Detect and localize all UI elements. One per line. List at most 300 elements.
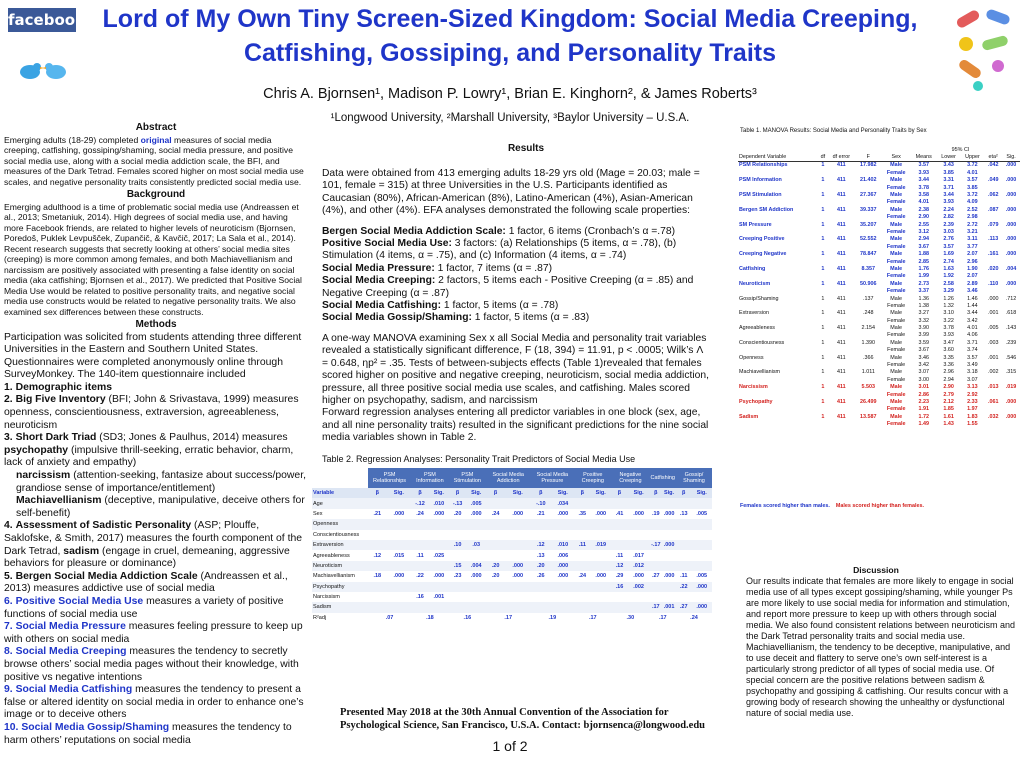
table-cell: .034 [551,498,574,508]
table-cell: Openness [739,354,764,361]
table-cell: Catfishing [739,265,766,272]
table-header [855,146,881,153]
table-cell: .17 [588,614,597,621]
table-cell: Female [886,273,906,280]
pills-icon [948,4,1020,96]
table-header [818,146,827,153]
table-header: PSM Stimulation [449,468,486,488]
table-cell [551,582,574,592]
table-row [738,361,1020,368]
table-cell [387,602,412,612]
table-cell: 3.35 [943,354,954,361]
table-cell [855,420,881,427]
table-cell: .000 [393,510,405,517]
table-cell: Female [887,302,906,309]
table-header: Negative Creeping [611,468,649,488]
table-cell: .20 [486,561,505,571]
table-header: Positive Creeping [574,468,611,488]
table-cell [650,498,663,508]
table-cell [590,550,611,560]
table-cell [1002,317,1020,324]
table-cell [1002,243,1020,250]
table-row [738,347,1020,354]
table-cell [855,332,881,339]
table-cell: .10 [449,540,467,550]
table-cell [611,530,628,540]
table-row [738,391,1020,398]
table-cell [662,530,676,540]
table-cell: .000 [1005,398,1017,405]
table-cell [505,530,530,540]
table-cell [691,530,712,540]
table-cell [828,243,856,250]
table-cell [411,530,429,540]
table-cell: Age [312,498,368,508]
table-row [738,413,1020,420]
table-cell: 1.83 [967,413,978,420]
list-item: 10. Social Media Gossip/Shaming measures the tendency to harm others’ reputations on social media [4,721,292,746]
table-cell: .239 [1005,339,1017,346]
table-cell: Agreeableness [739,325,775,332]
table-cell: 1 [821,295,825,302]
table-cell: Male [890,413,903,420]
abstract-text: Emerging adults (18-29) completed original measures of social media creeping, catfishing, gossiping/shaming, social media pressure, and positive social media use, along with a social media addiction scale, the BFI, and measures of the Dark Tetrad. Females scored higher on most social media use scales, and negative personality traits consistently predicted social media use. [4,134,304,187]
table-cell: Female [886,391,906,398]
table-cell [855,228,881,235]
table-cell: 8.357 [861,265,876,272]
table-cell: 3.46 [918,354,930,361]
table-cell [387,592,412,602]
table-cell: 1 [821,206,825,213]
table-cell [574,561,590,571]
table-cell: 3.43 [943,162,954,169]
table-cell: 1.76 [918,265,930,272]
table-cell: .21 [373,510,382,517]
list-item: narcissism (attention-seeking, fantasize about success/power, grandiose sense of importance/entitlement) [16,470,306,494]
table-cell [738,199,818,206]
table-cell: 3.57 [967,354,978,361]
table-cell [1002,258,1020,265]
table-cell: Male [890,310,902,317]
table-cell: .020 [987,265,999,272]
table-cell: Female [887,347,906,354]
table-cell [1002,376,1020,383]
table-cell: 2.90 [943,384,954,391]
table-cell [551,602,574,612]
results-heading: Results [507,143,545,154]
table-cell [486,602,505,612]
table-cell: .16 [463,614,472,621]
table-cell: Female [886,169,906,176]
table-header: df error [832,154,850,161]
table-cell [818,347,827,354]
table-cell: 39.337 [860,206,877,213]
table-cell [590,530,611,540]
table-cell: 3.12 [918,228,930,235]
table-row [312,582,712,592]
table-cell: Female [887,362,906,369]
table-cell: 2.76 [943,236,954,243]
table-cell: .11 [416,552,424,559]
table-cell: .000 [595,510,607,517]
table-cell: .30 [626,614,635,621]
table-cell: .20 [491,573,500,580]
table-cell: .712 [1005,295,1017,302]
table-cell: Male [890,369,902,376]
table-cell [466,519,486,529]
table-cell [530,592,551,602]
table-cell: .000 [433,573,445,580]
table-cell: .17 [650,602,663,612]
table-cell: Sig. [662,488,676,498]
table-cell: β [574,488,590,498]
table-row [738,376,1020,383]
table-cell: 1 [821,384,825,391]
table-cell [855,273,881,280]
list-item: 8. Social Media Creeping measures the tendency to secretly browse others’ social media pages without their knowledge, with positive vs negative intentions [4,646,299,683]
table-cell [738,391,818,398]
table-cell: .35 [578,510,587,517]
table-cell [530,582,551,592]
table-cell [984,391,1002,398]
table-cell: 4.09 [967,199,978,206]
table-cell: .24 [491,510,500,517]
table-cell: SM Pressure [739,221,772,228]
table-cell: .000 [691,582,712,592]
table-cell: 2.07 [967,251,978,258]
table-cell: 411 [836,162,846,169]
table-cell: .032 [987,413,999,420]
table-cell [650,592,663,602]
table-cell [551,530,574,540]
table-cell [1002,214,1020,221]
table-cell: R²adj [313,614,327,621]
table-cell: Male [890,398,903,405]
table-cell: 2.94 [943,376,954,383]
table-cell: Female [886,406,906,413]
table-cell [818,302,827,309]
table-cell [855,391,881,398]
table-cell [855,199,881,206]
table-cell: .15 [449,561,467,571]
table-cell [449,519,467,529]
table-cell [611,592,628,602]
table-cell: 4.01 [918,199,930,206]
table-cell: 2.07 [967,273,978,280]
table-cell: 3.13 [967,384,978,391]
table-cell: 1 [821,221,825,228]
table-cell [466,602,486,612]
table-cell [611,540,628,550]
table-cell: .24 [578,573,587,580]
table-cell: 1.85 [943,406,954,413]
table-cell [1002,361,1020,368]
table-header: Sig. [1006,154,1016,161]
table-row [738,310,1020,317]
table-cell: 411 [836,413,846,420]
table-cell [984,420,1002,427]
table-cell: .005 [987,325,999,332]
table-cell: Psychopathy [739,398,773,405]
table-row [312,613,712,623]
table-cell: .000 [512,510,524,517]
table-cell: 2.23 [918,398,930,405]
table-cell: 52.552 [860,236,877,243]
list-item: 3. Short Dark Triad (SD3; Jones & Paulhus, 2014) measures psychopathy (impulsive thrill-seeking, erratic behavior, charm, lack of anxiety and empathy) [4,432,294,469]
table-cell: 1.43 [943,421,954,428]
table-cell: .315 [1005,369,1017,376]
table-cell [628,519,650,529]
table-cell [486,550,505,560]
table-cell: 3.99 [918,332,930,339]
table-cell [387,530,412,540]
table-cell [855,302,881,309]
table-cell [368,530,387,540]
table-cell [505,498,530,508]
table-cell: Female [886,421,906,428]
table-cell: 2.55 [918,221,930,228]
table-cell: .000 [663,573,675,580]
table-cell [611,498,628,508]
table-cell: .12 [373,552,382,559]
table-cell [590,498,611,508]
table-cell: 3.49 [967,362,978,369]
table-cell [828,391,856,398]
table-cell: 3.22 [943,317,954,324]
table-cell: 3.85 [943,169,954,176]
table-cell: 3.74 [967,347,978,354]
table-cell: 411 [836,398,846,405]
table-cell: 3.58 [918,192,930,199]
table-cell: Bergen SM Addiction [739,206,794,213]
table-cell: .000 [1005,221,1017,228]
table-cell: 1.88 [918,251,930,258]
table-cell: Female [887,317,906,324]
table-cell: .000 [595,573,607,580]
table-cell: Female [886,258,906,265]
table-cell [984,332,1002,339]
table-cell [662,582,676,592]
table-row [738,369,1020,376]
table-cell [818,243,827,250]
table-cell: Female [886,243,906,250]
table-row [738,191,1020,198]
table-cell: Sig. [505,488,530,498]
list-item: 2. Big Five Inventory (BFI; John & Srivastava, 1999) measures openness, conscientiousness, extraversion, agreeableness, neuroticism [4,394,299,431]
table-cell: .025 [433,552,445,559]
table-cell [818,228,827,235]
table-cell: Female [886,184,906,191]
table-cell [818,258,827,265]
table-cell [1002,302,1020,309]
table-cell [691,498,712,508]
table-cell: .000 [633,573,644,580]
table-header [911,146,937,153]
table-cell: Sex [313,510,323,517]
poster-authors: Chris A. Bjornsen¹, Madison P. Lowry¹, Brian E. Kinghorn², & James Roberts³ [263,86,757,102]
table-cell: 1.36 [918,295,930,302]
table-cell: 1 [821,325,825,332]
table-row [738,243,1020,250]
table-cell [828,317,856,324]
table-cell: 3.57 [967,177,978,184]
table-cell [691,550,712,560]
table-cell [855,214,881,221]
table-cell: 3.01 [918,384,930,391]
table-cell: .000 [1005,413,1017,420]
table-cell: Sig. [691,488,712,498]
table-cell: Agreeableness [313,552,350,559]
table-cell: .22 [416,573,424,580]
table-cell: Sig. [590,488,611,498]
table-cell [628,602,650,612]
table-cell: .000 [1005,251,1017,258]
table-row [738,420,1020,427]
table-cell: Male [890,177,903,184]
table-cell [676,530,691,540]
table-cell: .000 [470,573,482,580]
table-cell: 2.98 [967,214,978,221]
table-cell: 1 [821,162,825,169]
table-cell: .010 [429,498,449,508]
table-cell: 2.85 [918,258,930,265]
table-cell [828,287,856,294]
table-header: Means [915,154,932,161]
table-cell: 17.982 [860,162,877,169]
table-cell [855,184,881,191]
table-row [738,295,1020,302]
table-cell: Male [890,251,903,258]
table-cell [505,602,530,612]
table-cell: Female [886,288,906,295]
table-cell [411,540,429,550]
table-cell: .17 [658,614,667,621]
table1-title: Table 1. MANOVA Results: Social Media and Personality Traits by Sex [740,128,927,134]
table-cell: 2.94 [918,236,930,243]
table-cell: .29 [615,573,624,580]
list-item: 4. Assessment of Sadistic Personality (ASP; Plouffe, Saklofske, & Smith, 2017) measures the fourth component of the Dark Tetrad, sadism (engage in cruel, demeaning, aggressive behaviors for pleasure or dominance) [4,520,303,570]
table-header: Gossip/ Shaming [676,468,712,488]
table-cell: 1.61 [943,413,954,420]
table-cell [368,498,387,508]
table-cell: 2.89 [967,280,978,287]
table-cell [368,592,387,602]
table-cell: .143 [1005,325,1017,332]
methods-text [4,332,308,748]
table-cell: 3.93 [943,332,954,339]
table-cell [387,582,412,592]
table-cell: 3.42 [967,317,978,324]
table-cell [429,530,449,540]
table-cell: 3.67 [918,347,930,354]
table-header: F [866,154,870,161]
table-cell [449,592,467,602]
table-cell [449,550,467,560]
table-cell: 1.32 [943,302,954,309]
table-cell: 2.12 [943,398,954,405]
table-row [738,265,1020,272]
table-cell [828,258,856,265]
table-row [738,332,1020,339]
table-cell: .000 [393,573,405,580]
table-cell [387,540,412,550]
table-cell [449,530,467,540]
table2 [312,468,712,623]
table-cell: .000 [1005,280,1017,287]
table-cell: .000 [1005,162,1017,169]
table-cell: .062 [987,192,999,199]
table-cell: .001 [433,594,445,601]
table-cell [628,498,650,508]
results-scales: Bergen Social Media Addiction Scale: 1 factor, 6 items (Cronbach’s α =.78) Positive Social Media Use: 3 factors: (a) Relationships (5 items, α = .78), (b) Stimulation (4 items, α = .75), and (c) Information (4 items, α = .74) Social Media Pressure: 1 factor, 7 items (α = .87) Social Media Creeping: 2 factors, 5 items each - Positive Creeping (α = .85) and Negative Creeping (α = .87) Social Media Catfishing: 1 factor, 5 items (α = .78) Social Media Gossip/Shaming: 1 factor, 5 items (α = .83) [322,225,694,324]
table-cell: 3.00 [918,376,930,383]
table-cell: .000 [557,510,569,517]
twitter-birds-icon [18,58,70,82]
table-cell: 3.90 [918,325,930,332]
table-cell: 2.92 [967,391,978,398]
table-cell: 1 [821,236,825,243]
table-cell [662,592,676,602]
table-cell: 4.01 [967,169,978,176]
table-row [738,398,1020,405]
table-cell [1002,228,1020,235]
table-row [312,509,712,519]
table-cell: .16 [416,594,424,601]
table-cell: .012 [628,561,650,571]
table-cell: .11 [574,540,590,550]
table-cell [818,361,827,368]
table-cell [984,184,1002,191]
table-cell: 3.36 [943,362,954,369]
table-cell: 26.499 [860,398,877,405]
table-cell [984,287,1002,294]
table-cell [505,592,530,602]
table-cell [574,592,590,602]
table-cell: Male [890,295,902,302]
table-cell: .004 [466,561,486,571]
table-cell [1002,332,1020,339]
table-row [738,184,1020,191]
table-cell: .019 [590,540,611,550]
table-cell [429,582,449,592]
table-cell: Conscientiousness [739,339,785,346]
table-cell: .000 [663,510,675,517]
background-text: Emerging adulthood is a time of problematic social media use (Andreassen et al., 2013; Smetaniuk, 2014). High degrees of social media use, and having more Facebook friends, are related to higher levels of neuroticism (Bjornsen, Poredoš, Puklek Levpušček, Zupančič, & Kavčič, 2017; La Sala et al., 2014). Recent research suggests that secretly looking at others’ social media sites (creeping) is more common among females, and both Machiavellianism and narcissism are positively associated with presenting a false identity on social media (aka catfishing; Bjornsen et al., 2017). We predicted that Positive Social Media Use would be related to positive personality traits, and negative social media use constructs would be related to negative personality traits. We also examined sex differences between these constructs. [4,201,302,317]
table-cell: .004 [1005,265,1017,272]
table-cell: .000 [551,561,574,571]
table-cell: 2.96 [943,369,954,376]
table-cell: 3.78 [918,184,930,191]
table-cell [676,592,691,602]
page-indicator[interactable]: 1 of 2 [492,738,528,754]
table-cell [551,592,574,602]
table-cell [530,530,551,540]
list-item: 9. Social Media Catfishing measures the tendency to present a false or altered identity on social media in order to enhance one’s image or to deceive others [4,684,304,721]
table-row [312,592,712,602]
table-cell: 1 [821,280,825,287]
table-cell: Female [887,376,906,383]
table-cell: 1.97 [967,406,978,413]
table-cell: 411 [836,206,846,213]
table-cell [738,302,818,309]
table-cell [387,561,412,571]
table-cell [738,243,818,250]
table-cell: Creeping Positive [739,236,785,243]
table-cell: Sig. [387,488,412,498]
table-cell: .11 [680,573,688,580]
table-header: PSM Relationships [368,468,411,488]
table-header: Upper [965,154,980,161]
